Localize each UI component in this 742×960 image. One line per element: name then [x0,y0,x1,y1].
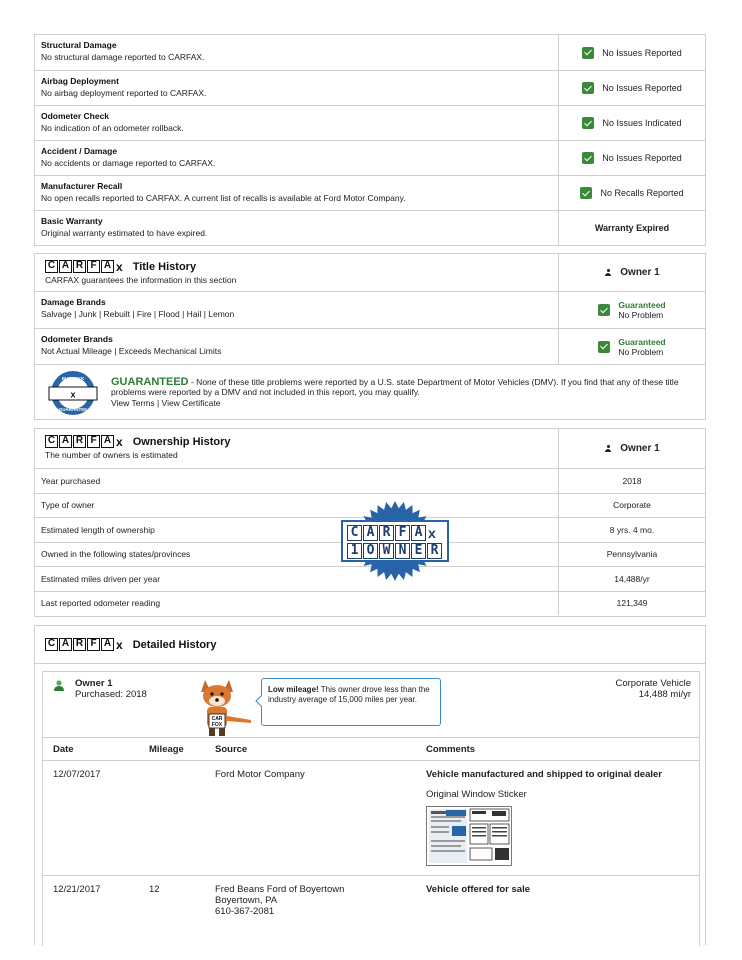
owner-purchased: Purchased: 2018 [75,689,147,700]
person-icon [604,445,612,453]
checkmark-icon [582,47,594,59]
title-brand-row [35,292,705,328]
check-row [35,140,705,175]
checkmark-icon [582,152,594,164]
check-status: No Recalls Reported [558,176,705,210]
checkmark-icon [598,341,610,353]
check-description: Original warranty estimated to have expired. [41,228,208,238]
owner-miles-per-year: 14,488 mi/yr [638,689,691,700]
col-comments: Comments [426,743,476,755]
buyback-guarantee-badge [45,369,101,417]
checkmark-icon [580,187,592,199]
check-row [35,105,705,140]
ownership-row [35,468,705,493]
brand-description: Salvage | Junk | Rebuilt | Fire | Flood | Hail | Lemon [41,309,235,319]
ownership-row [35,591,705,616]
svg-text:CAR: CAR [211,716,223,722]
svg-text:BUYBACK: BUYBACK [61,375,85,381]
ownership-history-subtitle: The number of owners is estimated [45,450,178,460]
checkmark-icon [582,82,594,94]
ownership-value: 14,488/yr [558,567,705,591]
check-title: Structural Damage [41,40,117,50]
brand-description: Not Actual Mileage | Exceeds Mechanical Limits [41,346,222,356]
title-brand-row [35,328,705,364]
brand-status: Guaranteed No Problem [558,292,705,328]
check-title: Basic Warranty [41,216,103,226]
check-title: Odometer Check [41,111,110,121]
ownership-label: Estimated length of ownership [41,524,155,535]
svg-text:GUARANTEE: GUARANTEE [58,406,88,412]
ownership-label: Type of owner [41,500,95,511]
ownership-label: Owned in the following states/provinces [41,549,191,560]
guarantee-links[interactable]: View Terms | View Certificate [111,397,221,408]
check-description: No structural damage reported to CARFAX. [41,52,205,62]
history-row: 12/21/2017 12 Fred Beans Ford of Boyertown Boyertown, PA 610-367-2081 Vehicle offered for sale [53,884,531,917]
col-mileage: Mileage [149,743,184,755]
ownership-owner-column: Owner 1 [558,429,705,468]
ownership-history-section [34,428,706,617]
guarantee-notice [35,364,705,420]
vehicle-checks-table [34,34,706,246]
check-row [35,210,705,245]
detailed-history-section [34,625,706,945]
check-row [35,35,705,70]
check-status: No Issues Reported [558,71,705,105]
check-description: No indication of an odometer rollback. [41,123,184,133]
carfox-mascot-icon [195,676,255,738]
check-title: Airbag Deployment [41,76,119,86]
svg-text:x: x [70,389,76,399]
check-row [35,70,705,105]
check-description: No accidents or damage reported to CARFAX. [41,158,216,168]
check-status: No Issues Reported [558,141,705,175]
window-sticker-thumbnail[interactable] [426,806,512,866]
ownership-value: 121,349 [558,592,705,616]
guaranteed-label: GUARANTEED [111,375,189,388]
title-history-heading: Title History [132,260,197,273]
detailed-history-heading: Detailed History [132,638,217,651]
guarantee-text: - None of these title problems were reported by a U.S. state Department of Motor Vehicles (DMV). If you find that any of these title problems were reported by a DMV and not included in this report, you may qualify. [111,376,679,398]
check-status: No Issues Reported [558,35,705,70]
checkmark-icon [598,304,610,316]
ownership-value: Corporate [558,494,705,518]
owner-name: Owner 1 [75,678,113,689]
owner-type: Corporate Vehicle [615,678,691,689]
title-history-subtitle: CARFAX guarantees the information in this section [45,275,237,285]
owner-person-icon [53,680,65,692]
check-description: No open recalls reported to CARFAX. A current list of recalls is available at Ford Motor Company. [41,193,406,203]
brand-title: Odometer Brands [41,334,113,344]
person-icon [604,269,612,277]
check-status: Warranty Expired [558,211,705,245]
low-mileage-callout: Low mileage! This owner drove less than the industry average of 15,000 miles per year. [261,678,441,726]
owner-history-card [42,671,700,946]
carfax-logo: C A R F A x [45,260,123,273]
check-row [35,175,705,210]
ownership-value: 2018 [558,469,705,493]
check-description: No airbag deployment reported to CARFAX. [41,88,207,98]
check-title: Manufacturer Recall [41,181,123,191]
col-date: Date [53,743,74,755]
history-table-header [43,737,699,761]
ownership-label: Estimated miles driven per year [41,573,161,584]
ownership-label: Year purchased [41,475,101,486]
window-sticker-link[interactable]: Original Window Sticker [426,789,527,800]
ownership-value: Pennsylvania [558,543,705,567]
ownership-label: Last reported odometer reading [41,598,161,609]
checkmark-icon [582,117,594,129]
title-history-section [34,253,706,420]
carfax-logo: C A R F A x [45,638,123,651]
brand-title: Damage Brands [41,297,106,307]
one-owner-badge: C A R F A x 1 O W N E R [341,500,449,582]
ownership-history-heading: Ownership History [132,435,231,448]
svg-text:FOX: FOX [211,722,223,728]
carfax-logo: C A R F A x [45,435,123,448]
ownership-value: 8 yrs. 4 mo. [558,518,705,542]
title-history-owner-column: Owner 1 [558,254,705,291]
brand-status: Guaranteed No Problem [558,329,705,364]
check-title: Accident / Damage [41,146,118,156]
col-source: Source [215,743,248,755]
history-row: 12/07/2017 Ford Motor Company Vehicle manufactured and shipped to original dealer Original Window Sticker [43,761,699,876]
check-status: No Issues Indicated [558,106,705,140]
